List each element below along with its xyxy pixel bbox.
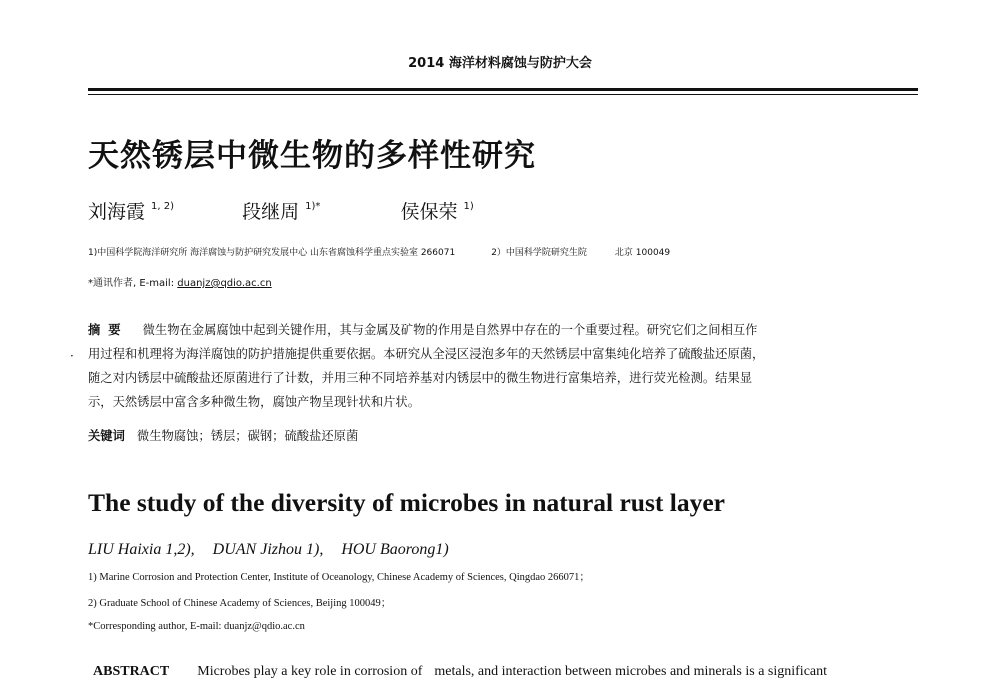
corresponding-author-chinese	[88, 274, 272, 289]
corresponding-prefix: *通讯作者, E-mail:	[88, 278, 178, 289]
abstract-cn-label: 摘要	[88, 323, 129, 337]
keywords-cn-text: 微生物腐蚀；锈层；碳钢；硫酸盐还原菌	[136, 429, 359, 443]
abstract-en-label: ABSTRACT	[93, 664, 170, 679]
margin-mark: ·	[70, 349, 74, 363]
author-cn-1-affil: 1, 2)	[151, 201, 174, 212]
authors-chinese	[88, 197, 474, 224]
author-cn-2: 段继周	[242, 201, 300, 223]
affiliation-cn-2-city: 北京 100049	[614, 248, 671, 258]
corresponding-email-link[interactable]: duanjz@qdio.ac.cn	[177, 278, 272, 289]
author-en-1: LIU Haixia 1,2),	[88, 541, 195, 558]
author-en-3: HOU Baorong1)	[341, 541, 449, 558]
keywords-chinese	[88, 426, 358, 444]
authors-english	[88, 541, 449, 559]
affiliation-en-1: 1) Marine Corrosion and Protection Center, Institute of Oceanology, Chinese Academy of Sciences, Qingdao 266071；	[88, 572, 590, 583]
title-english: The study of the diversity of microbes in natural rust layer	[88, 488, 726, 517]
affiliations-chinese	[88, 245, 670, 258]
conference-header: 2014 海洋材料腐蚀与防护大会	[408, 56, 592, 71]
title-chinese: 天然锈层中微生物的多样性研究	[88, 138, 536, 174]
author-cn-1: 刘海霞	[88, 201, 146, 223]
abstract-en-text-2: metals, and interaction between microbes and minerals is a significant	[434, 664, 828, 679]
abstract-cn-line-4: 示，天然锈层中富含多种微生物，腐蚀产物呈现针状和片状。	[88, 395, 421, 409]
author-cn-3-affil: 1)	[463, 201, 474, 212]
author-cn-3: 侯保荣	[400, 201, 458, 223]
author-en-2: DUAN Jizhou 1),	[212, 541, 324, 558]
affiliation-en-2: 2) Graduate School of Chinese Academy of Sciences, Beijing 100049；	[88, 598, 392, 609]
abstract-cn-line-1	[88, 318, 918, 342]
keywords-cn-label: 关键词	[88, 429, 125, 443]
header-rule-thin	[88, 94, 918, 95]
abstract-chinese	[88, 318, 918, 414]
abstract-english	[93, 664, 827, 680]
corresponding-author-english: *Corresponding author, E-mail: duanjz@qdio.ac.cn	[88, 621, 305, 632]
abstract-cn-line-2: 用过程和机理将为海洋腐蚀的防护措施提供重要依据。本研究从全浸区浸泡多年的天然锈层中富集纯化培养了硫酸盐还原菌，	[88, 347, 765, 361]
header-rule-thick	[88, 88, 918, 91]
affiliation-cn-1: 1)中国科学院海洋研究所 海洋腐蚀与防护研究发展中心 山东省腐蚀科学重点实验室 266071	[88, 248, 456, 258]
abstract-en-text-1: Microbes play a key role in corrosion of	[197, 664, 423, 679]
abstract-cn-line-3: 随之对内锈层中硫酸盐还原菌进行了计数，并用三种不同培养基对内锈层中的微生物进行富集培养，进行荧光检测。结果显	[88, 371, 753, 385]
author-cn-2-affil: 1)*	[305, 201, 321, 212]
affiliation-cn-2: 2）中国科学院研究生院	[491, 248, 587, 258]
abstract-cn-text-1: 微生物在金属腐蚀中起到关键作用，其与金属及矿物的作用是自然界中存在的一个重要过程。研究它们之间相互作	[142, 323, 758, 337]
